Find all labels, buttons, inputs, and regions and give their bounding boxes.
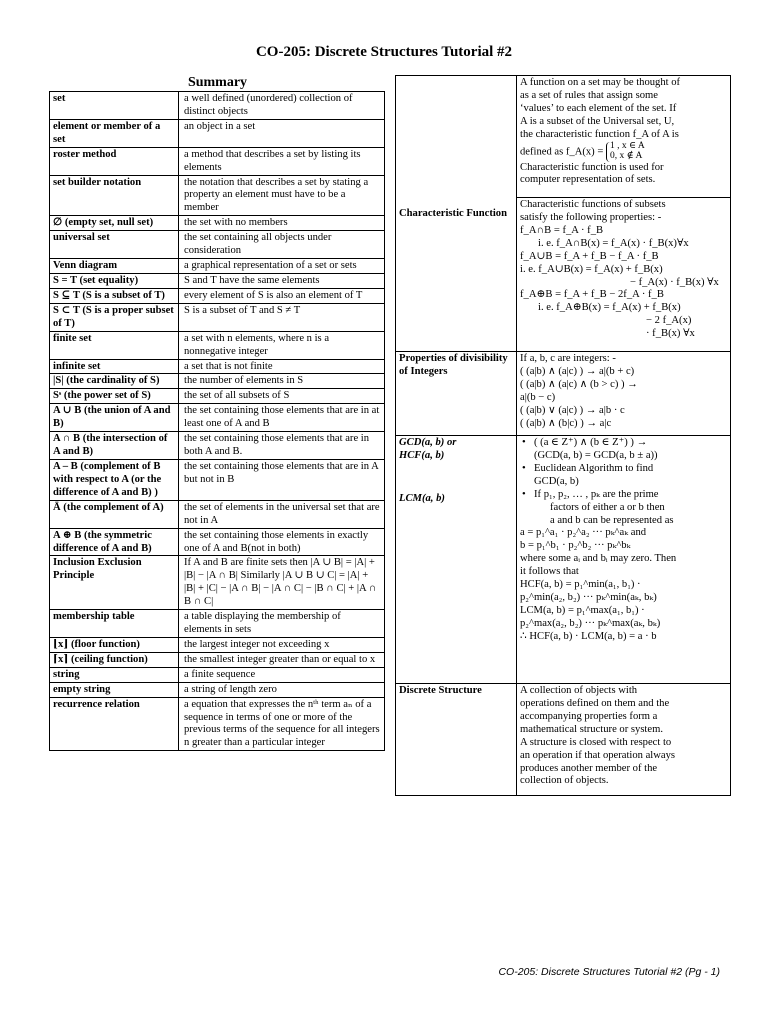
bullet-line: (GCD(a, b) = GCD(a, b ± a)) — [534, 449, 658, 461]
term-cell: universal set — [50, 231, 179, 259]
definition-cell: every element of S is also an element of T — [179, 288, 385, 303]
gcd-line: factors of either a or b then — [550, 501, 665, 513]
table-row — [50, 667, 385, 682]
definition-cell — [517, 436, 731, 684]
table-row — [50, 119, 385, 147]
discrete-line: an operation if that operation always — [520, 749, 676, 761]
definition-cell: the set containing those elements that are in A but not in B — [179, 459, 385, 500]
prop-line: f_A∩B = f_A · f_B — [520, 224, 604, 236]
term-cell: Ā (the complement of A) — [50, 500, 179, 528]
definition-cell: S is a subset of T and S ≠ T — [179, 303, 385, 331]
definition-cell: a table displaying the membership of elements in sets — [179, 610, 385, 638]
definition-cell: the smallest integer greater than or equal to x — [179, 652, 385, 667]
term-cell: S ⊆ T (S is a subset of T) — [50, 288, 179, 303]
gcd-line: ∴ HCF(a, b) · LCM(a, b) = a · b — [520, 630, 657, 642]
term-cell: infinite set — [50, 359, 179, 374]
table-row-discrete — [396, 684, 731, 796]
definition-cell: the set of elements in the universal set that are not in A — [179, 500, 385, 528]
definition-cell — [517, 76, 731, 198]
gcd-line: HCF(a, b) = p₁^min(a₁, b₁) · — [520, 579, 641, 591]
gcd-line: b = p₁^b₁ · p₂^b₂ ··· pₖ^bₖ — [520, 540, 631, 552]
definition-cell: a finite sequence — [179, 667, 385, 682]
table-row — [50, 231, 385, 259]
prop-line: f_A⊕B = f_A + f_B − 2f_A · f_B — [520, 289, 664, 301]
term-cell: membership table — [50, 610, 179, 638]
bullet-line: GCD(a, b) — [534, 475, 579, 487]
term-gcd: GCD(a, b) or — [399, 437, 457, 448]
table-row — [50, 500, 385, 528]
table-row — [50, 259, 385, 274]
term-cell: empty string — [50, 682, 179, 697]
term-cell: A ∩ B (the intersection of A and B) — [50, 432, 179, 460]
bullet-line: • ( (a ∈ Z⁺) ∧ (b ∈ Z⁺) ) → — [534, 437, 648, 448]
discrete-line: operations defined on them and the — [520, 697, 670, 709]
summary-heading: Summary — [187, 75, 248, 90]
prop-line: f_A∪B = f_A + f_B − f_A · f_B — [520, 250, 659, 262]
term-cell: Sˢ (the power set of S) — [50, 389, 179, 404]
definition-cell: the set containing those elements that are in at least one of A and B — [179, 404, 385, 432]
term-cell — [396, 684, 517, 796]
discrete-line: A collection of objects with — [520, 685, 638, 696]
table-row — [50, 216, 385, 231]
definition-cell: S and T have the same elements — [179, 273, 385, 288]
gcd-line: p₂^min(a₂, b₂) ··· pₖ^min(aₖ, bₖ) — [520, 592, 657, 604]
prop-line: − 2 f_A(x) — [646, 315, 692, 327]
table-row — [50, 682, 385, 697]
case-1: 1 , x ∈ A — [610, 140, 645, 151]
term-cell — [396, 76, 517, 352]
prop-line: satisfy the following properties: - — [520, 211, 662, 223]
term-hcf: HCF(a, b) — [399, 449, 445, 461]
term-lcm: LCM(a, b) — [399, 492, 445, 504]
definition-cell: the set containing those elements in exactly one of A and B(not in both) — [179, 528, 385, 556]
term-cell: ∅ (empty set, null set) — [50, 216, 179, 231]
div-line: a|(b − c) — [520, 391, 556, 403]
definition-cell: a set with n elements, where n is a nonnegative integer — [179, 331, 385, 359]
table-row — [50, 652, 385, 667]
term-cell: S = T (set equality) — [50, 273, 179, 288]
definition-cell: a well defined (unordered) collection of distinct objects — [179, 92, 385, 120]
term-cell: A – B (complement of B with respect to A (or the difference of A and B) ) — [50, 459, 179, 500]
table-row — [50, 404, 385, 432]
term-cell: finite set — [50, 331, 179, 359]
term-cell: |S| (the cardinality of S) — [50, 374, 179, 389]
defined-as-text: defined as f_A(x) = — [520, 146, 604, 158]
char-line: computer representation of sets. — [520, 174, 656, 186]
page-footer: CO-205: Discrete Structures Tutorial #2 (Pg - 1) — [498, 966, 720, 978]
term-cell — [396, 352, 517, 436]
term-cell: A ∪ B (the union of A and B) — [50, 404, 179, 432]
definition-cell: the number of elements in S — [179, 374, 385, 389]
table-row-divisibility — [396, 352, 731, 436]
term-cell: set builder notation — [50, 175, 179, 216]
term-cell — [396, 436, 517, 684]
bullet-item — [520, 437, 727, 463]
definition-cell: the set containing all objects under consideration — [179, 231, 385, 259]
term-divisibility: Properties of divisibility of Integers — [399, 353, 508, 377]
table-row — [50, 359, 385, 374]
prop-line: i. e. f_A∩B(x) = f_A(x) · f_B(x)∀x — [538, 237, 689, 249]
gcd-line: it follows that — [520, 566, 579, 578]
bullet-line: • Euclidean Algorithm to find — [534, 462, 654, 474]
char-line: ‘values’ to each element of the set. If — [520, 102, 677, 114]
discrete-line: produces another member of the — [520, 762, 658, 774]
prop-line: i. e. f_A⊕B(x) = f_A(x) + f_B(x) — [538, 302, 681, 314]
definition-cell: a string of length zero — [179, 682, 385, 697]
term-cell: set — [50, 92, 179, 120]
definition-cell: a method that describes a set by listing its elements — [179, 147, 385, 175]
table-row — [50, 610, 385, 638]
definition-cell: a graphical representation of a set or sets — [179, 259, 385, 274]
discrete-line: collection of objects. — [520, 775, 609, 787]
case-0: 0, x ∉ A — [610, 150, 643, 161]
term-cell: S ⊂ T (S is a proper subset of T) — [50, 303, 179, 331]
div-line: If a, b, c are integers: - — [520, 353, 616, 364]
term-char-function: Characteristic Function — [399, 207, 507, 219]
term-cell: Venn diagram — [50, 259, 179, 274]
char-line: A is a subset of the Universal set, U, — [520, 115, 675, 127]
table-row — [50, 697, 385, 751]
definition-cell: the set containing those elements that are in both A and B. — [179, 432, 385, 460]
prop-line: Characteristic functions of subsets — [520, 199, 666, 210]
term-cell: string — [50, 667, 179, 682]
term-cell: ⌊x⌋ (floor function) — [50, 637, 179, 652]
gcd-line: LCM(a, b) = p₁^max(a₁, b₁) · — [520, 604, 645, 616]
table-row — [50, 288, 385, 303]
discrete-line: mathematical structure or system. — [520, 723, 663, 735]
char-line: as a set of rules that assign some — [520, 89, 658, 101]
char-line: Characteristic function is used for — [520, 161, 664, 173]
div-line: ( (a|b) ∧ (a|c) ) → a|(b + c) — [520, 365, 635, 377]
definition-cell: If A and B are finite sets then |A ∪ B| = |A| + |B| − |A ∩ B| Similarly |A ∪ B ∪ C| = |A| + |B| + |C| − |A ∩ B| − |A ∩ C| − |B ∩ C| + |A ∩ B ∩ C| — [179, 556, 385, 610]
definition-cell: the set of all subsets of S — [179, 389, 385, 404]
table-row — [50, 303, 385, 331]
definition-cell: the largest integer not exceeding x — [179, 637, 385, 652]
table-row — [50, 331, 385, 359]
bullet-item — [520, 489, 727, 502]
term-cell: Inclusion Exclusion Principle — [50, 556, 179, 610]
term-cell: roster method — [50, 147, 179, 175]
prop-line: · f_B(x) ∀x — [646, 328, 695, 340]
term-cell: A ⊕ B (the symmetric difference of A and B) — [50, 528, 179, 556]
char-defined-as — [520, 142, 727, 162]
table-row — [50, 389, 385, 404]
prop-line: i. e. f_A∪B(x) = f_A(x) + f_B(x) — [520, 263, 663, 275]
discrete-line: A structure is closed with respect to — [520, 736, 672, 748]
table-row — [50, 374, 385, 389]
definition-cell: the notation that describes a set by stating a property an element must have to be a member — [179, 175, 385, 216]
gcd-line: p₂^max(a₂, b₂) ··· pₖ^max(aₖ, bₖ) — [520, 617, 661, 629]
term-discrete: Discrete Structure — [399, 685, 482, 696]
table-row — [50, 459, 385, 500]
bullet-item — [520, 463, 727, 489]
table-row — [50, 432, 385, 460]
char-line: the characteristic function f_A of A is — [520, 128, 679, 140]
definition-cell — [517, 198, 731, 352]
term-cell: ⌈x⌉ (ceiling function) — [50, 652, 179, 667]
definition-cell: the set with no members — [179, 216, 385, 231]
table-row — [50, 556, 385, 610]
gcd-line: where some aᵢ and bᵢ may zero. Then — [520, 553, 677, 565]
div-line: ( (a|b) ∧ (b|c) ) → a|c — [520, 417, 612, 429]
discrete-line: accompanying properties form a — [520, 710, 658, 722]
table-row — [50, 528, 385, 556]
piecewise-cases — [606, 142, 645, 162]
page-title: CO-205: Discrete Structures Tutorial #2 — [255, 44, 513, 60]
definition-cell — [517, 352, 731, 436]
table-row — [50, 273, 385, 288]
definition-cell: an object in a set — [179, 119, 385, 147]
table-row — [50, 147, 385, 175]
table-row — [50, 175, 385, 216]
prop-line: − f_A(x) · f_B(x) ∀x — [630, 276, 719, 288]
div-line: ( (a|b) ∨ (a|c) ) → a|b · c — [520, 404, 625, 416]
div-line: ( (a|b) ∧ (a|c) ∧ (b > c) ) → — [520, 378, 638, 390]
summary-table — [49, 91, 385, 751]
term-cell: recurrence relation — [50, 697, 179, 751]
table-row-char-function — [396, 76, 731, 198]
gcd-line: a = p₁^a₁ · p₂^a₂ ··· pₖ^aₖ and — [520, 527, 647, 539]
table-row-gcd — [396, 436, 731, 684]
definition-cell: a set that is not finite — [179, 359, 385, 374]
gcd-line: a and b can be represented as — [550, 514, 674, 526]
term-cell: element or member of a set — [50, 119, 179, 147]
char-line: A function on a set may be thought of — [520, 77, 681, 88]
bullet-line: • If p₁, p₂, … , pₖ are the prime — [534, 488, 659, 500]
concepts-table — [395, 75, 731, 796]
definition-cell — [517, 684, 731, 796]
table-row — [50, 637, 385, 652]
table-row — [50, 92, 385, 120]
definition-cell: a equation that expresses the nᵗʰ term aₙ of a sequence in terms of one or more of the previous terms of the sequence for all integers n greater than a particular integer — [179, 697, 385, 751]
